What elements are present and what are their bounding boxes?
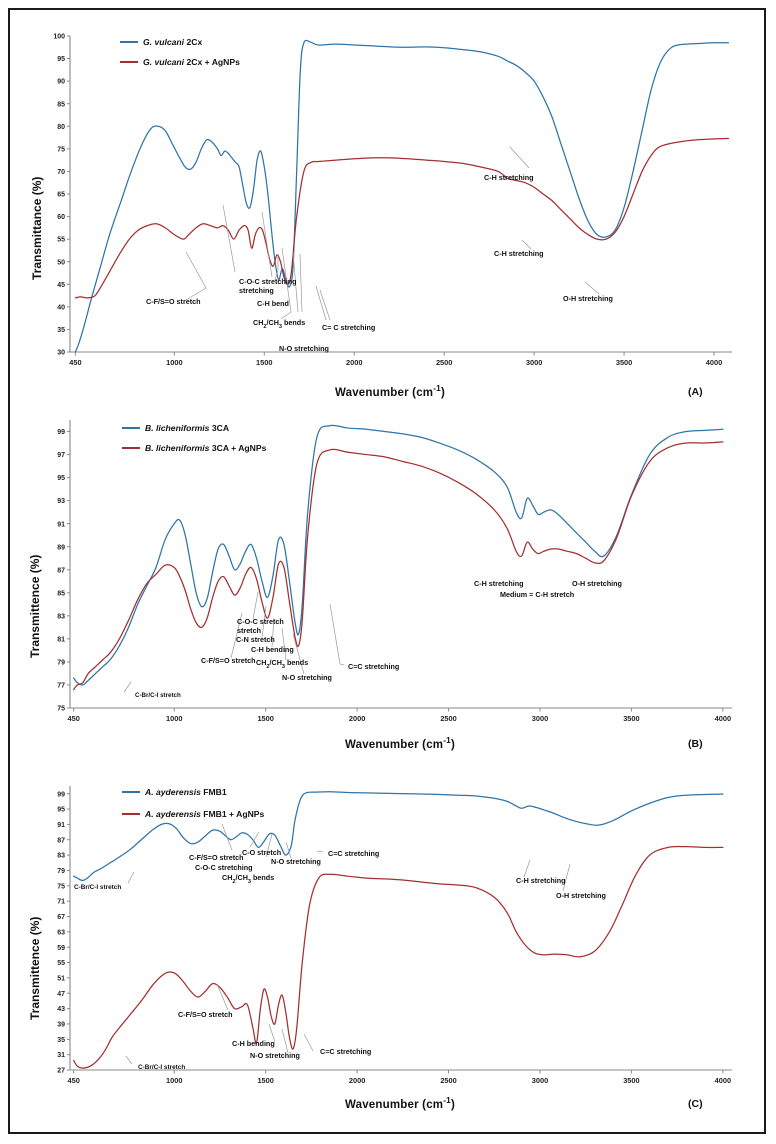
svg-text:95: 95: [57, 475, 65, 483]
svg-text:60: 60: [57, 214, 65, 222]
svg-text:99: 99: [57, 429, 65, 437]
panel-a-y-axis-title: Transmittance (%): [30, 176, 44, 280]
svg-text:C-H bending: C-H bending: [232, 1039, 275, 1048]
x-axis-sup: -1: [443, 1096, 451, 1105]
svg-text:91: 91: [57, 521, 65, 529]
svg-text:N-O stretching: N-O stretching: [282, 673, 332, 682]
svg-text:87: 87: [57, 837, 65, 845]
panel-a-tag: (A): [688, 386, 703, 398]
svg-text:4000: 4000: [714, 1076, 732, 1085]
svg-text:3000: 3000: [525, 358, 543, 367]
svg-text:N-O stretching: N-O stretching: [271, 857, 321, 866]
figure-frame: [8, 8, 766, 1134]
svg-text:80: 80: [57, 123, 65, 131]
svg-text:CH2/CH3 bends: $CH_2/CH_3$ bends: [222, 873, 275, 885]
panel-c-tag: (C): [688, 1098, 703, 1110]
svg-text:1500: 1500: [257, 1076, 274, 1085]
svg-text:3500: 3500: [623, 1076, 640, 1085]
svg-text:85: 85: [57, 590, 65, 598]
svg-text:C-O-C stretch: C-O-C stretch: [237, 617, 284, 626]
svg-text:C-H stretching: C-H stretching: [516, 876, 566, 885]
svg-text:B. licheniformis 3CA: B. licheniformis 3CA: [145, 423, 230, 434]
svg-text:Medium = C-H stretch: Medium = C-H stretch: [500, 590, 575, 599]
svg-text:1000: 1000: [166, 1076, 183, 1085]
svg-text:C=C stretching: C=C stretching: [320, 1047, 372, 1056]
svg-text:75: 75: [57, 883, 65, 891]
svg-text:75: 75: [57, 705, 65, 713]
svg-text:C-F/S=O stretch: C-F/S=O stretch: [146, 297, 201, 306]
x-axis-sup: -1: [443, 736, 451, 745]
svg-text:C-F/S=O stretch: C-F/S=O stretch: [189, 853, 244, 862]
svg-text:81: 81: [57, 636, 65, 644]
svg-text:83: 83: [57, 852, 65, 860]
svg-text:89: 89: [57, 544, 65, 552]
svg-text:93: 93: [57, 498, 65, 506]
svg-text:79: 79: [57, 659, 65, 667]
x-axis-sup: -1: [433, 384, 441, 393]
svg-text:C= C stretching: C= C stretching: [322, 323, 376, 332]
panel-a-x-axis-title: [210, 384, 570, 399]
panel-b: [10, 406, 764, 770]
panel-b-y-axis-title: Transmittence (%): [28, 554, 42, 658]
panel-b-x-axis-title: [220, 736, 580, 751]
svg-text:A. ayderensis FMB1 + AgNPs: A. ayderensis FMB1 + AgNPs: [145, 809, 265, 820]
panel-b-tag: (B): [688, 738, 703, 750]
svg-text:71: 71: [57, 898, 65, 906]
svg-text:3000: 3000: [531, 714, 549, 723]
svg-text:B. licheniformis 3CA + AgNPs: B. licheniformis 3CA + AgNPs: [145, 443, 267, 454]
svg-text:3000: 3000: [531, 1076, 549, 1085]
svg-text:2000: 2000: [348, 714, 366, 723]
svg-text:31: 31: [57, 1052, 65, 1060]
svg-text:90: 90: [57, 78, 65, 86]
x-axis-suffix: ): [450, 1098, 455, 1111]
svg-text:70: 70: [57, 169, 65, 177]
svg-text:30: 30: [57, 349, 65, 357]
svg-text:3500: 3500: [623, 714, 640, 723]
svg-text:59: 59: [57, 944, 65, 952]
svg-text:C-H bending: C-H bending: [251, 645, 294, 654]
x-axis-suffix: ): [450, 738, 455, 751]
svg-text:100: 100: [53, 33, 65, 41]
svg-text:A. ayderensis FMB1: A. ayderensis FMB1: [145, 787, 227, 798]
svg-text:O-H stretching: O-H stretching: [556, 891, 606, 900]
svg-text:C-H stretching: C-H stretching: [474, 579, 524, 588]
svg-text:2500: 2500: [435, 358, 453, 367]
svg-text:39: 39: [57, 1021, 65, 1029]
panel-c-plot: [10, 772, 764, 1102]
x-axis-prefix: Wavenumber (cm: [344, 1098, 444, 1111]
svg-text:C-H stretching: C-H stretching: [494, 249, 544, 258]
svg-text:35: 35: [57, 1036, 65, 1044]
svg-text:N-O stretching: N-O stretching: [250, 1051, 300, 1060]
svg-text:55: 55: [57, 960, 65, 968]
svg-text:65: 65: [57, 191, 65, 199]
panel-c-x-axis-title: [220, 1096, 580, 1111]
svg-text:stretching: stretching: [239, 286, 274, 295]
x-axis-prefix: Wavenumber (cm: [334, 386, 434, 399]
svg-text:2500: 2500: [440, 714, 457, 723]
svg-text:N-O stretching: N-O stretching: [279, 344, 329, 353]
svg-text:3500: 3500: [615, 358, 633, 367]
svg-text:1000: 1000: [166, 714, 183, 723]
panel-c: [10, 772, 764, 1132]
svg-text:83: 83: [57, 613, 65, 621]
svg-text:99: 99: [57, 791, 65, 799]
svg-text:C-O stretch: C-O stretch: [242, 848, 282, 857]
svg-text:C-N stretch: C-N stretch: [236, 635, 275, 644]
svg-text:63: 63: [57, 929, 65, 937]
svg-text:35: 35: [57, 327, 65, 335]
svg-text:1000: 1000: [166, 358, 183, 367]
svg-text:450: 450: [67, 1076, 80, 1085]
panel-b-plot: [10, 406, 764, 742]
svg-text:CH2/CH3 bends: $CH_2/CH_3$ bends: [253, 318, 306, 330]
svg-text:C-F/S=O stretch: C-F/S=O stretch: [178, 1010, 233, 1019]
svg-text:C-Br/C-I stretch: C-Br/C-I stretch: [74, 884, 122, 891]
svg-text:G. vulcani 2Cx: G. vulcani 2Cx: [143, 37, 203, 48]
svg-text:79: 79: [57, 868, 65, 876]
svg-text:77: 77: [57, 682, 65, 690]
x-axis-prefix: Wavenumber (cm: [344, 738, 444, 751]
svg-text:85: 85: [57, 101, 65, 109]
svg-text:4000: 4000: [705, 358, 723, 367]
svg-text:27: 27: [57, 1067, 65, 1075]
svg-text:O-H stretching: O-H stretching: [572, 579, 622, 588]
svg-text:G. vulcani 2Cx + AgNPs: G. vulcani 2Cx + AgNPs: [143, 57, 240, 68]
svg-text:C=C stretching: C=C stretching: [348, 662, 400, 671]
svg-text:50: 50: [57, 259, 65, 267]
svg-text:40: 40: [57, 304, 65, 312]
svg-text:450: 450: [67, 714, 80, 723]
svg-text:1500: 1500: [256, 358, 273, 367]
svg-text:87: 87: [57, 567, 65, 575]
svg-text:75: 75: [57, 146, 65, 154]
svg-text:stretch: stretch: [237, 626, 261, 635]
svg-text:43: 43: [57, 1006, 65, 1014]
svg-text:2500: 2500: [440, 1076, 457, 1085]
svg-text:95: 95: [57, 806, 65, 814]
x-axis-suffix: ): [440, 386, 445, 399]
svg-text:97: 97: [57, 452, 65, 460]
svg-text:95: 95: [57, 56, 65, 64]
svg-text:51: 51: [57, 975, 65, 983]
svg-text:55: 55: [57, 236, 65, 244]
panel-a-plot: [10, 22, 764, 382]
svg-text:45: 45: [57, 281, 65, 289]
svg-text:2000: 2000: [346, 358, 363, 367]
svg-text:2000: 2000: [348, 1076, 366, 1085]
svg-text:C=C stretching: C=C stretching: [328, 849, 380, 858]
svg-text:91: 91: [57, 821, 65, 829]
svg-text:CH2/CH3 bends: $CH_2/CH_3$ bends: [256, 658, 309, 670]
svg-text:1500: 1500: [257, 714, 274, 723]
svg-text:450: 450: [69, 358, 82, 367]
svg-text:4000: 4000: [714, 714, 732, 723]
svg-text:C-F/S=O stretch: C-F/S=O stretch: [201, 656, 256, 665]
svg-text:C-Br/C-I stretch: C-Br/C-I stretch: [138, 1064, 186, 1071]
svg-text:67: 67: [57, 914, 65, 922]
svg-text:O-H stretching: O-H stretching: [563, 294, 613, 303]
svg-text:C-Br/C-I stretch: C-Br/C-I stretch: [135, 692, 181, 699]
svg-text:C-O-C stretching: C-O-C stretching: [195, 863, 253, 872]
svg-text:C-H stretching: C-H stretching: [484, 173, 534, 182]
svg-text:C-O-C stretching: C-O-C stretching: [239, 277, 297, 286]
svg-text:47: 47: [57, 990, 65, 998]
svg-text:C-H bend: C-H bend: [257, 299, 289, 308]
panel-a: [10, 22, 764, 404]
panel-c-y-axis-title: Transmittence (%): [28, 916, 42, 1020]
